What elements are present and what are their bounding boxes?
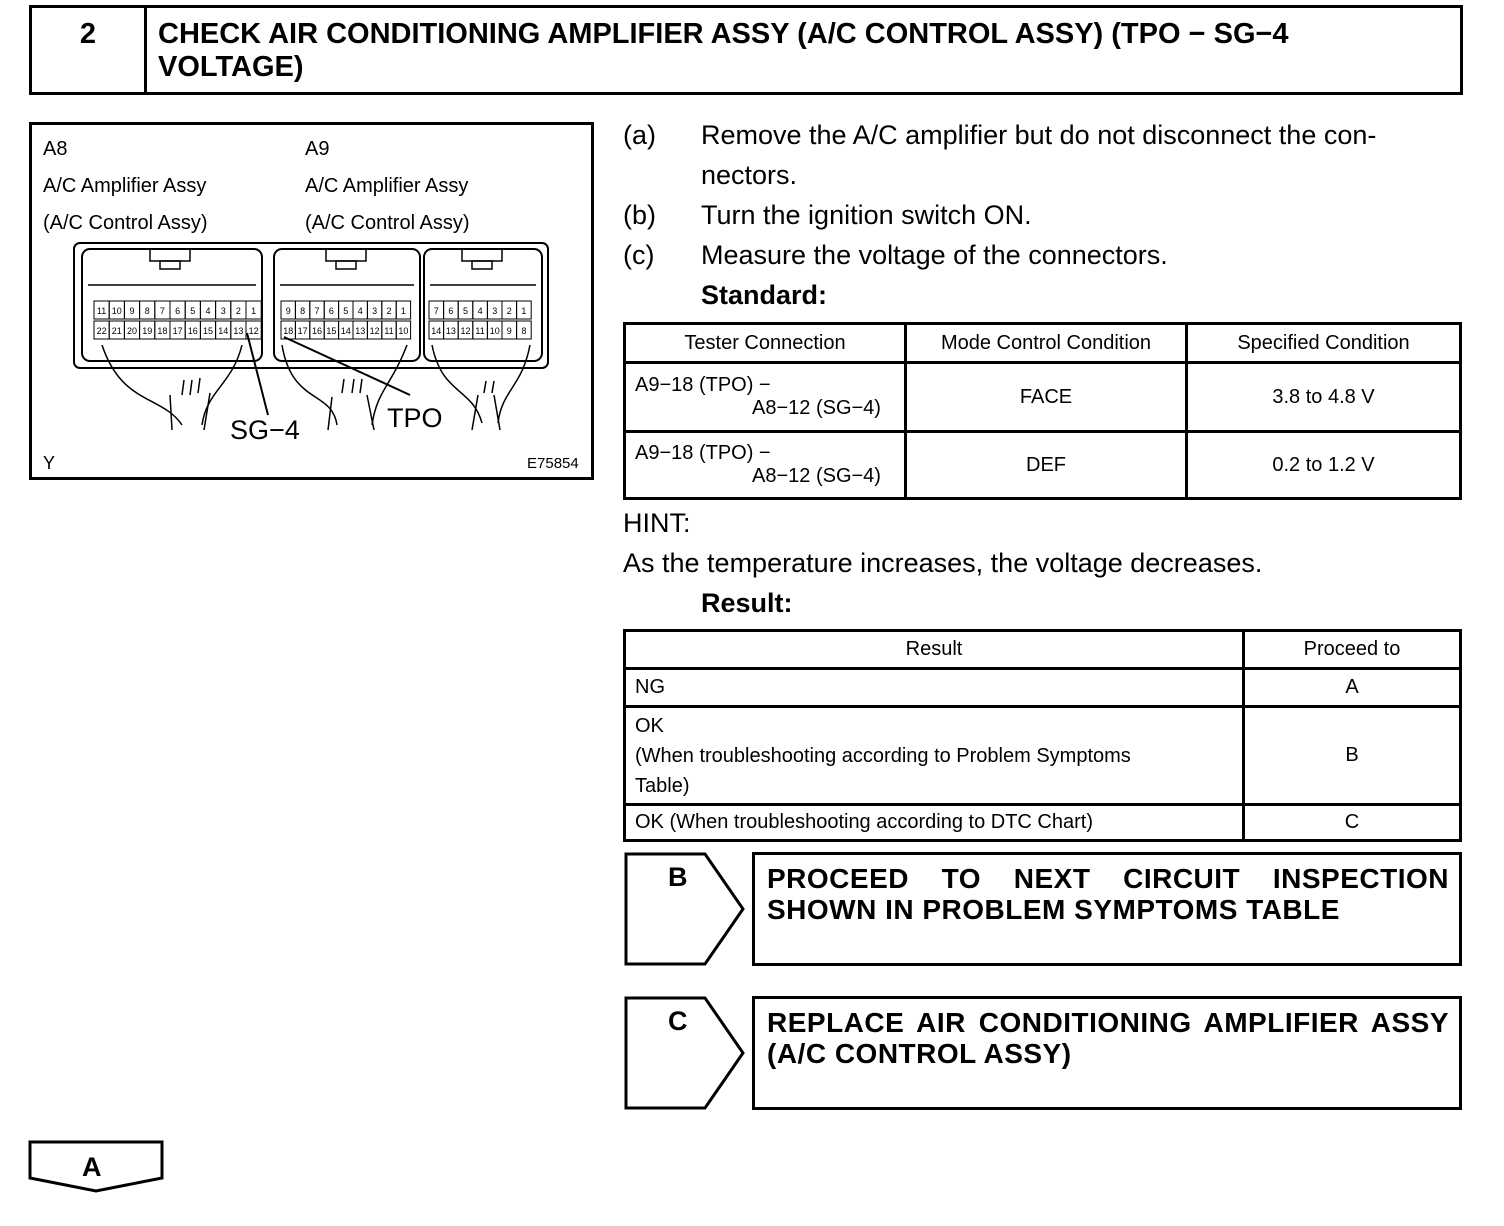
pin-number: 6 — [448, 306, 454, 316]
std-mode-cell: DEF — [906, 432, 1187, 499]
step-a — [623, 115, 1463, 195]
std-conn-cell — [625, 432, 906, 499]
connector-3-shape — [424, 249, 542, 361]
pin-number: 19 — [142, 326, 153, 336]
pin-number: 11 — [96, 306, 107, 316]
tpo-callout-line — [284, 337, 410, 395]
pin-number: 7 — [433, 306, 439, 316]
res-header-result: Result — [625, 631, 1244, 669]
pin-number: 10 — [111, 306, 122, 316]
res-result-line1: OK — [635, 714, 664, 737]
pin-number: 2 — [235, 306, 241, 316]
pin-number: 8 — [144, 306, 150, 316]
pin-number: 12 — [460, 326, 471, 336]
pin-number: 20 — [126, 326, 138, 336]
std-spec-cell: 0.2 to 1.2 V — [1187, 432, 1461, 499]
pin-number: 13 — [355, 326, 366, 336]
tag-c-label: C — [668, 1006, 688, 1036]
pin-number: 11 — [475, 326, 485, 336]
pin-number: 9 — [129, 306, 135, 316]
a9-subname: (A/C Control Assy) — [305, 212, 470, 234]
pin-number: 1 — [400, 306, 406, 316]
figure-code: E75854 — [527, 455, 579, 472]
res-proceed-cell: C — [1244, 805, 1461, 841]
step-b-label: (b) — [623, 200, 656, 230]
pin-number: 13 — [233, 326, 244, 336]
pin-number: 9 — [506, 326, 512, 336]
pin-number: 14 — [340, 326, 351, 336]
res-result-line2: (When troubleshooting according to Problem Symptoms — [635, 744, 1131, 767]
corner-label: Y — [43, 453, 56, 473]
result-table — [623, 629, 1462, 842]
pin-number: 14 — [431, 326, 442, 336]
res-proceed-cell: A — [1244, 669, 1461, 707]
pin-number: 16 — [311, 326, 323, 336]
pin-number: 12 — [369, 326, 380, 336]
a8-id: A8 — [43, 138, 68, 160]
pin-number: 9 — [285, 306, 291, 316]
step-b-text: Turn the ignition switch ON. — [701, 200, 1032, 230]
pin-number: 10 — [489, 326, 500, 336]
table-row — [625, 363, 1461, 432]
hint-text: As the temperature increases, the voltage decreases. — [623, 548, 1263, 578]
sg4-callout-line — [247, 333, 268, 415]
pin-number: 1 — [251, 306, 257, 316]
pin-number: 22 — [96, 326, 107, 336]
step-b — [623, 195, 1463, 235]
step-a-text: Remove the A/C amplifier but do not disconnect the con- — [701, 120, 1377, 150]
pin-number: 16 — [187, 326, 198, 336]
res-result-cell: NG — [625, 669, 1244, 707]
res-result-cell — [625, 707, 1244, 805]
res-proceed-cell: B — [1244, 707, 1461, 805]
a9-id: A9 — [305, 138, 330, 160]
pin-number: 7 — [159, 306, 165, 316]
pin-number: 4 — [205, 306, 211, 316]
tpo-callout: TPO — [387, 403, 443, 433]
pin-number: 10 — [398, 326, 409, 336]
std-header-spec: Specified Condition — [1187, 324, 1461, 363]
a8-subname: (A/C Control Assy) — [43, 212, 208, 234]
pin-number: 8 — [521, 326, 527, 336]
std-mode-cell: FACE — [906, 363, 1187, 432]
pin-number: 2 — [506, 306, 512, 316]
pin-number: 6 — [328, 306, 334, 316]
std-conn-line1: A9−18 (TPO) − — [635, 374, 771, 396]
pin-number: 12 — [248, 326, 259, 336]
hint-label: HINT: — [623, 508, 691, 538]
res-result-line3: Table) — [635, 774, 690, 797]
pin-number: 21 — [111, 326, 122, 336]
pin-number: 14 — [218, 326, 229, 336]
pin-number: 11 — [384, 326, 394, 336]
step-a-label: (a) — [623, 120, 656, 150]
action-b-box — [752, 852, 1462, 966]
pin-number: 8 — [300, 306, 306, 316]
table-row — [625, 669, 1461, 707]
pin-number: 15 — [202, 326, 214, 336]
action-b-text: PROCEED TO NEXT CIRCUIT INSPECTION SHOWN IN PROBLEM SYMPTOMS TABLE — [767, 863, 1449, 925]
a9-name: A/C Amplifier Assy — [305, 175, 469, 197]
std-conn-cell — [625, 363, 906, 432]
std-conn-line2: A8−12 (SG−4) — [752, 465, 881, 487]
pin-number: 17 — [172, 326, 183, 336]
sg4-callout: SG−4 — [230, 415, 300, 445]
pin-number: 4 — [357, 306, 363, 316]
step-c-label: (c) — [623, 240, 655, 270]
pin-number: 15 — [326, 326, 337, 336]
std-conn-line1: A9−18 (TPO) − — [635, 442, 771, 464]
pin-number: 17 — [297, 326, 308, 336]
table-row — [625, 805, 1461, 841]
pin-number: 13 — [445, 326, 456, 336]
pin-number: 4 — [477, 306, 483, 316]
standard-label: Standard: — [701, 280, 828, 310]
action-c-text: REPLACE AIR CONDITIONING AMPLIFIER ASSY (A/C CONTROL ASSY) — [767, 1007, 1449, 1069]
pin-number: 18 — [283, 326, 294, 336]
pin-number: 2 — [386, 306, 392, 316]
connector-drawing — [32, 125, 591, 477]
pin-number: 5 — [190, 306, 196, 316]
std-header-mode: Mode Control Condition — [906, 324, 1187, 363]
std-spec-cell: 3.8 to 4.8 V — [1187, 363, 1461, 432]
pin-number: 5 — [343, 306, 349, 316]
standard-table — [623, 322, 1462, 500]
step-a-text-cont: nectors. — [701, 160, 798, 190]
step-c — [623, 235, 1463, 275]
std-header-connection: Tester Connection — [625, 324, 906, 363]
pin-number: 3 — [220, 306, 226, 316]
res-result-cell: OK (When troubleshooting according to DTC Chart) — [625, 805, 1244, 841]
table-row — [625, 707, 1461, 805]
table-row — [625, 432, 1461, 499]
pin-number: 1 — [521, 306, 527, 316]
res-header-proceed: Proceed to — [1244, 631, 1461, 669]
pin-number: 6 — [175, 306, 181, 316]
tag-a-label: A — [82, 1152, 102, 1182]
pin-number: 3 — [372, 306, 378, 316]
step-number: 2 — [32, 8, 147, 92]
tag-b-label: B — [668, 862, 688, 892]
action-c-box — [752, 996, 1462, 1110]
pin-number: 5 — [462, 306, 469, 316]
connector-figure — [29, 122, 594, 480]
result-label: Result: — [701, 588, 793, 618]
pin-number: 7 — [314, 306, 320, 316]
pin-number: 3 — [492, 306, 498, 316]
a8-name: A/C Amplifier Assy — [43, 175, 207, 197]
pin-number: 18 — [157, 326, 168, 336]
step-c-text: Measure the voltage of the connectors. — [701, 240, 1168, 270]
step-header — [29, 5, 1463, 95]
step-title: CHECK AIR CONDITIONING AMPLIFIER ASSY (A/C CONTROL ASSY) (TPO − SG−4 VOLTAGE) — [158, 18, 1289, 83]
std-conn-line2: A8−12 (SG−4) — [752, 397, 881, 419]
